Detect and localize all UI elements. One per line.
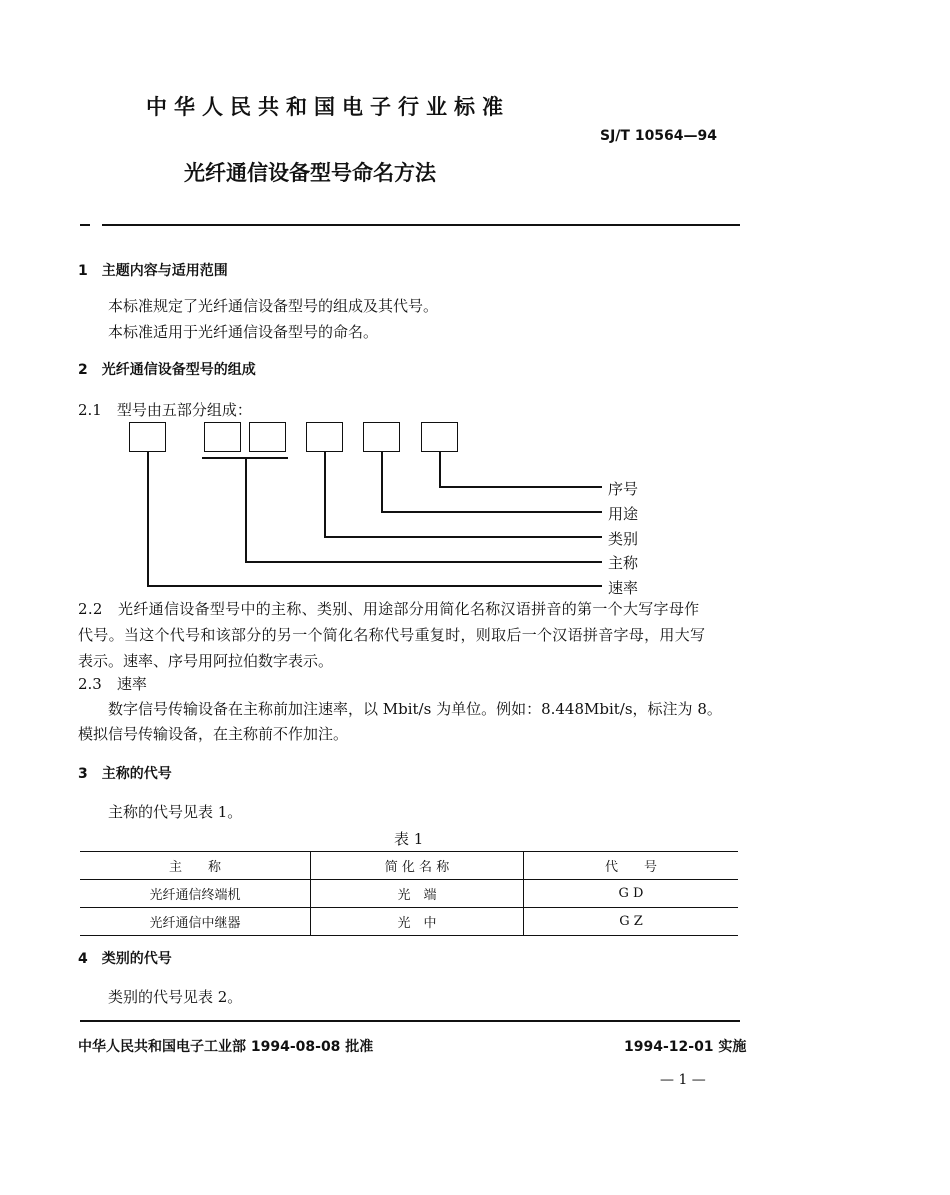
section-2-2-line-3: 表示。速率、序号用阿拉伯数字表示。 — [78, 652, 334, 670]
table-cell: G D — [524, 880, 739, 908]
table-header-cell: 代 号 — [524, 852, 739, 880]
leader-serial-vertical — [439, 452, 441, 487]
standard-number: SJ/T 10564—94 — [600, 128, 718, 144]
org-title: 中华人民共和国电子行业标准 — [146, 95, 510, 119]
approval-line: 中华人民共和国电子工业部 1994-08-08 批准 — [78, 1039, 374, 1055]
leader-category-horizontal — [324, 536, 602, 538]
label-rate: 速率 — [608, 579, 639, 597]
leader-rate-horizontal — [147, 585, 602, 587]
part-box-main-1 — [204, 422, 241, 452]
section-4-para: 类别的代号见表 2。 — [108, 988, 243, 1006]
section-3-para: 主称的代号见表 1。 — [108, 803, 243, 821]
section-2-2-line-2: 代号。当这个代号和该部分的另一个简化名称代号重复时，则取后一个汉语拼音字母，用大写 — [78, 626, 706, 644]
section-2-1: 2.1 型号由五部分组成： — [78, 401, 252, 419]
part-box-usage — [363, 422, 400, 452]
part-box-serial — [421, 422, 458, 452]
table-header-cell: 简 化 名 称 — [311, 852, 524, 880]
label-category: 类别 — [608, 530, 639, 548]
part-box-main-2 — [249, 422, 286, 452]
header-rule — [102, 224, 740, 226]
section-1-heading: 1 主题内容与适用范围 — [78, 263, 228, 279]
leader-category-vertical — [324, 452, 326, 537]
page-number: — 1 — — [660, 1072, 706, 1088]
leader-rate-vertical — [147, 452, 149, 586]
leader-serial-horizontal — [439, 486, 602, 488]
table-header-row — [80, 852, 738, 880]
section-1-para-2: 本标准适用于光纤通信设备型号的命名。 — [108, 323, 379, 341]
leader-main-vertical — [245, 458, 247, 562]
label-usage: 用途 — [608, 505, 639, 523]
leader-usage-horizontal — [381, 511, 602, 513]
document-title: 光纤通信设备型号命名方法 — [184, 161, 436, 185]
header-rule-dash — [80, 224, 90, 226]
part-box-rate — [129, 422, 166, 452]
section-1-para-1: 本标准规定了光纤通信设备型号的组成及其代号。 — [108, 297, 439, 315]
footer-rule — [80, 1020, 740, 1022]
table-cell: 光 端 — [311, 880, 524, 908]
effective-date: 1994-12-01 实施 — [624, 1039, 747, 1055]
part-box-category — [306, 422, 343, 452]
table-1-caption: 表 1 — [394, 830, 424, 848]
table-cell: 光纤通信终端机 — [80, 880, 311, 908]
section-2-3-line-1: 数字信号传输设备在主称前加注速率，以 Mbit/s 为单位。例如：8.448Mbit/s，标注为 8。 — [108, 700, 722, 718]
section-2-2-line-1: 2.2 光纤通信设备型号中的主称、类别、用途部分用简化名称汉语拼音的第一个大写字母作 — [78, 600, 700, 618]
leader-usage-vertical — [381, 452, 383, 512]
section-4-heading: 4 类别的代号 — [78, 951, 172, 967]
section-2-3-line-2: 模拟信号传输设备，在主称前不作加注。 — [78, 725, 349, 743]
section-2-3-heading: 2.3 速率 — [78, 675, 147, 693]
table-row — [80, 880, 738, 908]
table-cell: G Z — [524, 908, 739, 936]
table-cell: 光 中 — [311, 908, 524, 936]
label-main: 主称 — [608, 554, 639, 572]
table-header-cell: 主 称 — [80, 852, 311, 880]
section-3-heading: 3 主称的代号 — [78, 766, 172, 782]
table-row — [80, 908, 738, 936]
leader-main-horizontal — [245, 561, 602, 563]
table-1 — [80, 851, 738, 936]
table-cell: 光纤通信中继器 — [80, 908, 311, 936]
section-2-heading: 2 光纤通信设备型号的组成 — [78, 362, 256, 378]
label-serial: 序号 — [608, 480, 639, 498]
